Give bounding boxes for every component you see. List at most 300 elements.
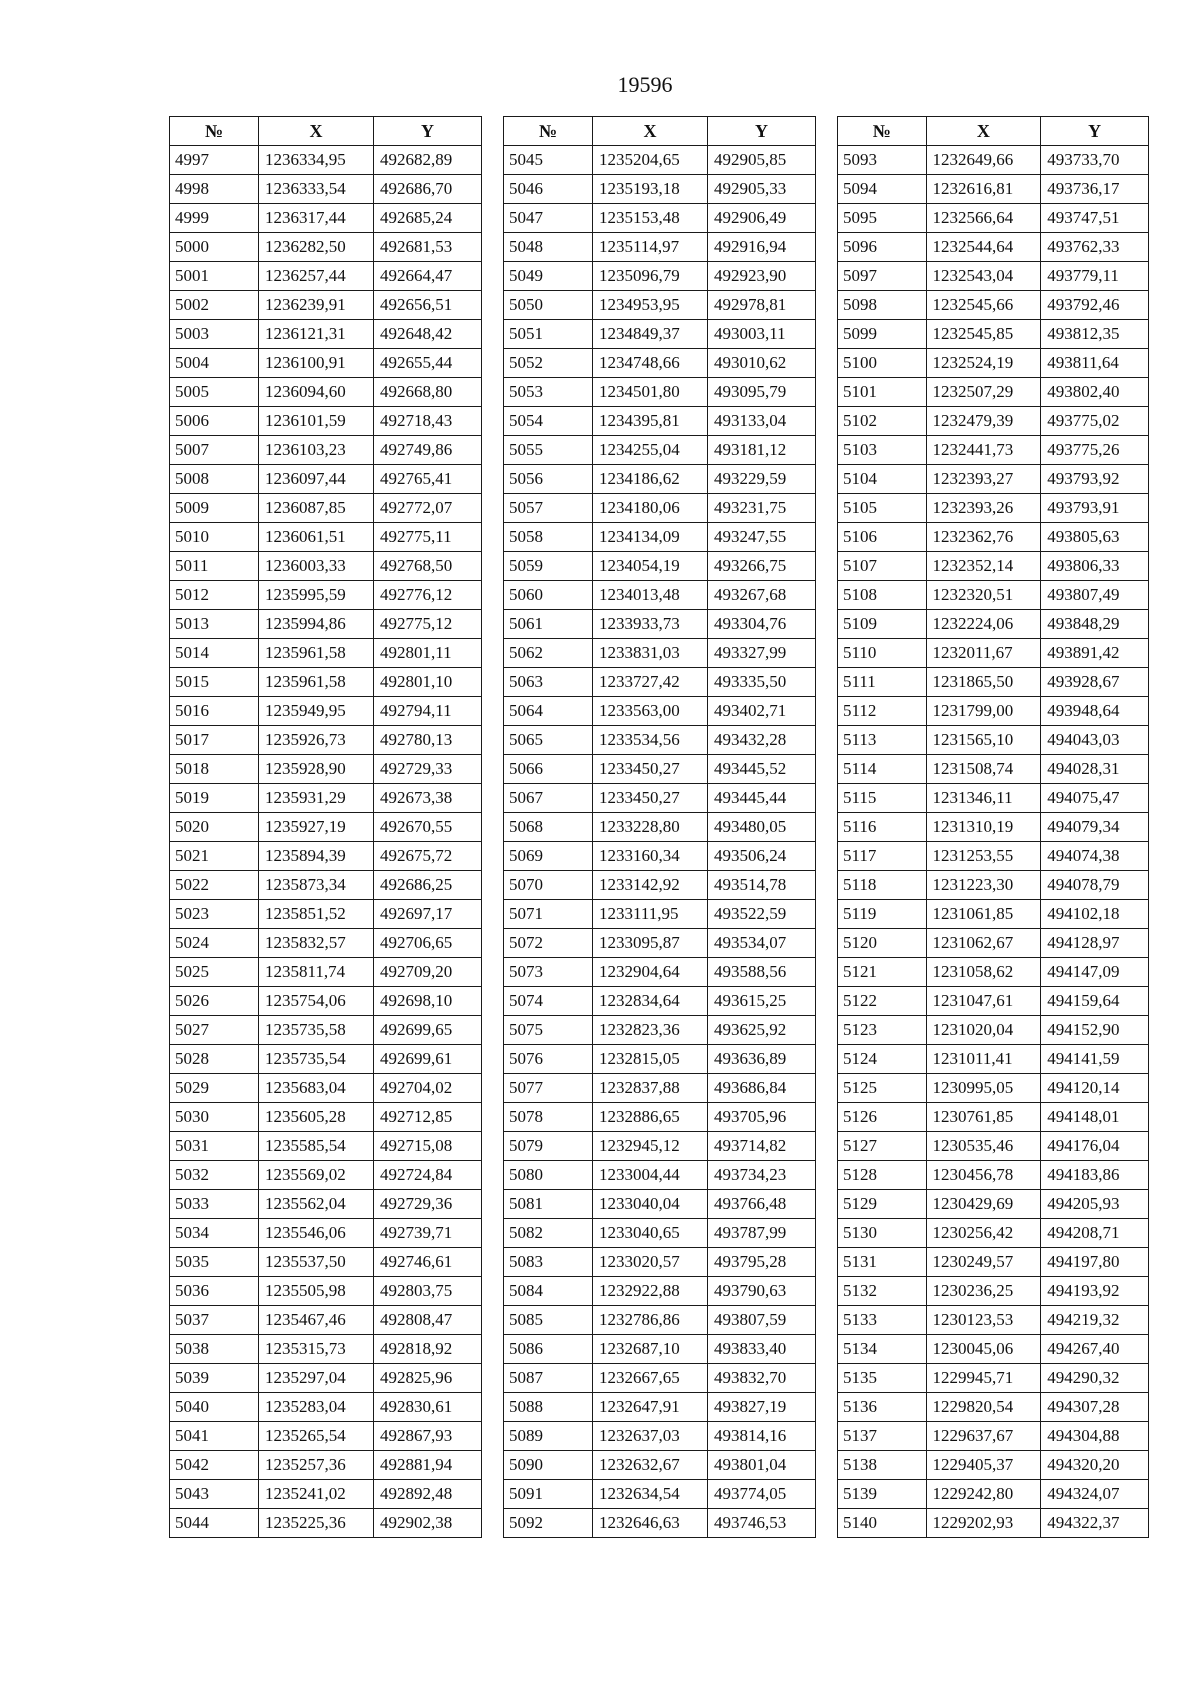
y-coordinate-cell: 493793,92 (1041, 465, 1149, 494)
point-number-cell: 5070 (504, 871, 593, 900)
y-coordinate-cell: 493733,70 (1041, 146, 1149, 175)
x-coordinate-cell: 1235467,46 (259, 1306, 374, 1335)
x-coordinate-cell: 1235505,98 (259, 1277, 374, 1306)
y-coordinate-cell: 493522,59 (708, 900, 816, 929)
point-number-cell: 5051 (504, 320, 593, 349)
table-row (504, 610, 816, 639)
point-number-cell: 5117 (838, 842, 927, 871)
table-row (504, 871, 816, 900)
table-row (170, 900, 482, 929)
point-number-cell: 5006 (170, 407, 259, 436)
x-coordinate-cell: 1232945,12 (593, 1132, 708, 1161)
point-number-cell: 5021 (170, 842, 259, 871)
table-row (838, 465, 1149, 494)
x-coordinate-cell: 1233933,73 (593, 610, 708, 639)
y-coordinate-cell: 494219,32 (1041, 1306, 1149, 1335)
table-row (504, 958, 816, 987)
table-row (504, 1451, 816, 1480)
point-number-cell: 5022 (170, 871, 259, 900)
table-row (170, 581, 482, 610)
y-coordinate-cell: 493445,52 (708, 755, 816, 784)
x-coordinate-cell: 1232479,39 (926, 407, 1041, 436)
y-coordinate-cell: 492780,13 (374, 726, 482, 755)
table-row (170, 958, 482, 987)
y-coordinate-cell: 493229,59 (708, 465, 816, 494)
table-row (504, 1335, 816, 1364)
x-coordinate-cell: 1232441,73 (926, 436, 1041, 465)
y-coordinate-cell: 492881,94 (374, 1451, 482, 1480)
y-coordinate-cell: 492825,96 (374, 1364, 482, 1393)
point-number-cell: 5016 (170, 697, 259, 726)
point-number-cell: 5126 (838, 1103, 927, 1132)
y-coordinate-cell: 494074,38 (1041, 842, 1149, 871)
y-coordinate-cell: 493734,23 (708, 1161, 816, 1190)
y-coordinate-cell: 492698,10 (374, 987, 482, 1016)
point-number-cell: 5027 (170, 1016, 259, 1045)
y-coordinate-cell: 494320,20 (1041, 1451, 1149, 1480)
x-coordinate-cell: 1236097,44 (259, 465, 374, 494)
y-coordinate-cell: 493181,12 (708, 436, 816, 465)
point-number-cell: 5089 (504, 1422, 593, 1451)
y-coordinate-cell: 493812,35 (1041, 320, 1149, 349)
y-coordinate-cell: 492655,44 (374, 349, 482, 378)
y-coordinate-cell: 492768,50 (374, 552, 482, 581)
table-row (838, 610, 1149, 639)
table-row (838, 697, 1149, 726)
x-coordinate-cell: 1236333,54 (259, 175, 374, 204)
x-coordinate-cell: 1231508,74 (926, 755, 1041, 784)
table-row (170, 1451, 482, 1480)
table-row (170, 1103, 482, 1132)
table-row (504, 1132, 816, 1161)
x-coordinate-cell: 1235927,19 (259, 813, 374, 842)
x-coordinate-cell: 1233831,03 (593, 639, 708, 668)
x-coordinate-cell: 1235961,58 (259, 668, 374, 697)
table-row (838, 668, 1149, 697)
table-row (170, 1480, 482, 1509)
x-coordinate-cell: 1236100,91 (259, 349, 374, 378)
point-number-cell: 5031 (170, 1132, 259, 1161)
y-coordinate-cell: 494043,03 (1041, 726, 1149, 755)
y-coordinate-cell: 492818,92 (374, 1335, 482, 1364)
x-coordinate-cell: 1232393,27 (926, 465, 1041, 494)
point-number-cell: 5003 (170, 320, 259, 349)
x-coordinate-cell: 1229820,54 (926, 1393, 1041, 1422)
point-number-cell: 5112 (838, 697, 927, 726)
x-coordinate-cell: 1235931,29 (259, 784, 374, 813)
point-number-cell: 5088 (504, 1393, 593, 1422)
point-number-cell: 5063 (504, 668, 593, 697)
x-coordinate-cell: 1235114,97 (593, 233, 708, 262)
x-coordinate-cell: 1232632,67 (593, 1451, 708, 1480)
y-coordinate-cell: 493247,55 (708, 523, 816, 552)
point-number-cell: 5082 (504, 1219, 593, 1248)
table-row (838, 262, 1149, 291)
y-coordinate-cell: 493805,63 (1041, 523, 1149, 552)
table-row (838, 407, 1149, 436)
table-row (170, 523, 482, 552)
point-number-cell: 5010 (170, 523, 259, 552)
y-coordinate-cell: 492867,93 (374, 1422, 482, 1451)
table-row (504, 378, 816, 407)
table-row (504, 1219, 816, 1248)
y-coordinate-cell: 493801,04 (708, 1451, 816, 1480)
point-number-cell: 5061 (504, 610, 593, 639)
x-coordinate-cell: 1236282,50 (259, 233, 374, 262)
table-row (838, 987, 1149, 1016)
point-number-cell: 5109 (838, 610, 927, 639)
table-row (504, 175, 816, 204)
x-coordinate-cell: 1231865,50 (926, 668, 1041, 697)
table-row (170, 552, 482, 581)
y-coordinate-cell: 494075,47 (1041, 784, 1149, 813)
table-row (838, 291, 1149, 320)
table-row (838, 494, 1149, 523)
table-row (170, 755, 482, 784)
table-row (838, 349, 1149, 378)
x-coordinate-cell: 1231565,10 (926, 726, 1041, 755)
point-number-cell: 5023 (170, 900, 259, 929)
y-coordinate-cell: 492712,85 (374, 1103, 482, 1132)
y-coordinate-cell: 493231,75 (708, 494, 816, 523)
point-number-cell: 5119 (838, 900, 927, 929)
table-row (838, 320, 1149, 349)
x-coordinate-cell: 1232224,06 (926, 610, 1041, 639)
y-coordinate-cell: 494159,64 (1041, 987, 1149, 1016)
table-row (170, 639, 482, 668)
x-coordinate-cell: 1233228,80 (593, 813, 708, 842)
x-coordinate-cell: 1235204,65 (593, 146, 708, 175)
x-coordinate-cell: 1232823,36 (593, 1016, 708, 1045)
table-row (838, 1364, 1149, 1393)
point-number-cell: 4999 (170, 204, 259, 233)
table-row (170, 1509, 482, 1538)
y-coordinate-cell: 493811,64 (1041, 349, 1149, 378)
y-coordinate-cell: 494208,71 (1041, 1219, 1149, 1248)
x-coordinate-cell: 1236239,91 (259, 291, 374, 320)
y-coordinate-cell: 494152,90 (1041, 1016, 1149, 1045)
x-coordinate-cell: 1232320,51 (926, 581, 1041, 610)
point-number-cell: 5113 (838, 726, 927, 755)
y-coordinate-cell: 494193,92 (1041, 1277, 1149, 1306)
point-number-cell: 5102 (838, 407, 927, 436)
point-number-cell: 5073 (504, 958, 593, 987)
y-coordinate-cell: 493432,28 (708, 726, 816, 755)
y-coordinate-cell: 493402,71 (708, 697, 816, 726)
point-number-cell: 5037 (170, 1306, 259, 1335)
table-row (838, 436, 1149, 465)
x-coordinate-cell: 1235283,04 (259, 1393, 374, 1422)
point-number-cell: 5005 (170, 378, 259, 407)
table-row (504, 494, 816, 523)
x-coordinate-cell: 1231058,62 (926, 958, 1041, 987)
x-coordinate-cell: 1236317,44 (259, 204, 374, 233)
y-coordinate-cell: 492772,07 (374, 494, 482, 523)
point-number-cell: 5013 (170, 610, 259, 639)
table-row (838, 784, 1149, 813)
y-coordinate-cell: 492682,89 (374, 146, 482, 175)
x-coordinate-cell: 1232646,63 (593, 1509, 708, 1538)
point-number-cell: 5034 (170, 1219, 259, 1248)
table-row (504, 1277, 816, 1306)
point-number-cell: 5050 (504, 291, 593, 320)
table-row (170, 1045, 482, 1074)
y-coordinate-cell: 492729,33 (374, 755, 482, 784)
point-number-cell: 5125 (838, 1074, 927, 1103)
y-coordinate-cell: 493787,99 (708, 1219, 816, 1248)
table-row (838, 1451, 1149, 1480)
y-coordinate-cell: 493790,63 (708, 1277, 816, 1306)
y-coordinate-cell: 493775,02 (1041, 407, 1149, 436)
point-number-cell: 5099 (838, 320, 927, 349)
y-coordinate-cell: 493832,70 (708, 1364, 816, 1393)
point-number-cell: 5049 (504, 262, 593, 291)
point-number-cell: 5045 (504, 146, 593, 175)
y-coordinate-cell: 493714,82 (708, 1132, 816, 1161)
y-coordinate-cell: 494120,14 (1041, 1074, 1149, 1103)
table-row (504, 291, 816, 320)
table-row (504, 262, 816, 291)
y-coordinate-cell: 493615,25 (708, 987, 816, 1016)
x-coordinate-cell: 1232834,64 (593, 987, 708, 1016)
point-number-cell: 5001 (170, 262, 259, 291)
point-number-cell: 5060 (504, 581, 593, 610)
y-coordinate-cell: 493588,56 (708, 958, 816, 987)
x-coordinate-cell: 1236101,59 (259, 407, 374, 436)
point-number-cell: 5080 (504, 1161, 593, 1190)
point-number-cell: 5039 (170, 1364, 259, 1393)
table-row (170, 726, 482, 755)
x-coordinate-cell: 1229945,71 (926, 1364, 1041, 1393)
table-row (504, 1480, 816, 1509)
x-coordinate-cell: 1236003,33 (259, 552, 374, 581)
column-header-y: Y (374, 117, 482, 146)
x-coordinate-cell: 1236094,60 (259, 378, 374, 407)
table-row (170, 1161, 482, 1190)
table-row (504, 436, 816, 465)
table-row (838, 1393, 1149, 1422)
y-coordinate-cell: 493133,04 (708, 407, 816, 436)
y-coordinate-cell: 492715,08 (374, 1132, 482, 1161)
table-row (170, 610, 482, 639)
table-row (504, 1016, 816, 1045)
y-coordinate-cell: 493792,46 (1041, 291, 1149, 320)
table-row (838, 1132, 1149, 1161)
point-number-cell: 5078 (504, 1103, 593, 1132)
table-row (504, 900, 816, 929)
table-row (838, 1074, 1149, 1103)
point-number-cell: 5098 (838, 291, 927, 320)
y-coordinate-cell: 492668,80 (374, 378, 482, 407)
y-coordinate-cell: 492739,71 (374, 1219, 482, 1248)
point-number-cell: 5055 (504, 436, 593, 465)
y-coordinate-cell: 493779,11 (1041, 262, 1149, 291)
point-number-cell: 5115 (838, 784, 927, 813)
point-number-cell: 5092 (504, 1509, 593, 1538)
table-row (170, 842, 482, 871)
point-number-cell: 5009 (170, 494, 259, 523)
table-row (838, 1045, 1149, 1074)
x-coordinate-cell: 1232545,66 (926, 291, 1041, 320)
y-coordinate-cell: 494183,86 (1041, 1161, 1149, 1190)
table-row (838, 1422, 1149, 1451)
y-coordinate-cell: 493762,33 (1041, 233, 1149, 262)
point-number-cell: 5104 (838, 465, 927, 494)
y-coordinate-cell: 494307,28 (1041, 1393, 1149, 1422)
y-coordinate-cell: 492905,33 (708, 175, 816, 204)
y-coordinate-cell: 493766,48 (708, 1190, 816, 1219)
point-number-cell: 5020 (170, 813, 259, 842)
point-number-cell: 5079 (504, 1132, 593, 1161)
table-row (170, 175, 482, 204)
table-row (170, 813, 482, 842)
point-number-cell: 5029 (170, 1074, 259, 1103)
x-coordinate-cell: 1235537,50 (259, 1248, 374, 1277)
y-coordinate-cell: 493807,59 (708, 1306, 816, 1335)
table-row (170, 1277, 482, 1306)
x-coordinate-cell: 1232649,66 (926, 146, 1041, 175)
x-coordinate-cell: 1235315,73 (259, 1335, 374, 1364)
y-coordinate-cell: 493636,89 (708, 1045, 816, 1074)
table-row (838, 900, 1149, 929)
point-number-cell: 5122 (838, 987, 927, 1016)
point-number-cell: 5131 (838, 1248, 927, 1277)
table-row (838, 175, 1149, 204)
y-coordinate-cell: 493774,05 (708, 1480, 816, 1509)
point-number-cell: 5062 (504, 639, 593, 668)
table-row (504, 639, 816, 668)
y-coordinate-cell: 493746,53 (708, 1509, 816, 1538)
table-row (170, 436, 482, 465)
x-coordinate-cell: 1235683,04 (259, 1074, 374, 1103)
x-coordinate-cell: 1233020,57 (593, 1248, 708, 1277)
point-number-cell: 5032 (170, 1161, 259, 1190)
table-row (170, 1016, 482, 1045)
point-number-cell: 5019 (170, 784, 259, 813)
x-coordinate-cell: 1234054,19 (593, 552, 708, 581)
x-coordinate-cell: 1236061,51 (259, 523, 374, 552)
table-header-row (170, 117, 482, 146)
x-coordinate-cell: 1235153,48 (593, 204, 708, 233)
x-coordinate-cell: 1235995,59 (259, 581, 374, 610)
y-coordinate-cell: 493747,51 (1041, 204, 1149, 233)
x-coordinate-cell: 1232616,81 (926, 175, 1041, 204)
point-number-cell: 5129 (838, 1190, 927, 1219)
y-coordinate-cell: 494304,88 (1041, 1422, 1149, 1451)
x-coordinate-cell: 1230761,85 (926, 1103, 1041, 1132)
table-row (838, 929, 1149, 958)
x-coordinate-cell: 1230995,05 (926, 1074, 1041, 1103)
table-row (170, 407, 482, 436)
x-coordinate-cell: 1233563,00 (593, 697, 708, 726)
point-number-cell: 5090 (504, 1451, 593, 1480)
y-coordinate-cell: 493705,96 (708, 1103, 816, 1132)
y-coordinate-cell: 494290,32 (1041, 1364, 1149, 1393)
table-row (504, 581, 816, 610)
point-number-cell: 5008 (170, 465, 259, 494)
point-number-cell: 5097 (838, 262, 927, 291)
y-coordinate-cell: 493267,68 (708, 581, 816, 610)
x-coordinate-cell: 1235832,57 (259, 929, 374, 958)
table-row (504, 1103, 816, 1132)
x-coordinate-cell: 1232362,76 (926, 523, 1041, 552)
table-row (838, 755, 1149, 784)
y-coordinate-cell: 492902,38 (374, 1509, 482, 1538)
x-coordinate-cell: 1229242,80 (926, 1480, 1041, 1509)
point-number-cell: 5064 (504, 697, 593, 726)
column-header-y: Y (1041, 117, 1149, 146)
x-coordinate-cell: 1232393,26 (926, 494, 1041, 523)
y-coordinate-cell: 494079,34 (1041, 813, 1149, 842)
x-coordinate-cell: 1235265,54 (259, 1422, 374, 1451)
x-coordinate-cell: 1234501,80 (593, 378, 708, 407)
x-coordinate-cell: 1232566,64 (926, 204, 1041, 233)
y-coordinate-cell: 492718,43 (374, 407, 482, 436)
point-number-cell: 5077 (504, 1074, 593, 1103)
point-number-cell: 5011 (170, 552, 259, 581)
table-row (504, 842, 816, 871)
y-coordinate-cell: 493806,33 (1041, 552, 1149, 581)
table-row (838, 1335, 1149, 1364)
table-row (504, 523, 816, 552)
table-row (170, 1190, 482, 1219)
page-number: 19596 (617, 72, 673, 97)
y-coordinate-cell: 494141,59 (1041, 1045, 1149, 1074)
point-number-cell: 5096 (838, 233, 927, 262)
y-coordinate-cell: 492746,61 (374, 1248, 482, 1277)
y-coordinate-cell: 492830,61 (374, 1393, 482, 1422)
x-coordinate-cell: 1233727,42 (593, 668, 708, 697)
point-number-cell: 5087 (504, 1364, 593, 1393)
table-row (170, 1335, 482, 1364)
coordinate-table-2 (503, 116, 816, 1538)
column-header-x: X (926, 117, 1041, 146)
point-number-cell: 5103 (838, 436, 927, 465)
y-coordinate-cell: 494322,37 (1041, 1509, 1149, 1538)
point-number-cell: 5052 (504, 349, 593, 378)
point-number-cell: 5028 (170, 1045, 259, 1074)
table-row (838, 233, 1149, 262)
point-number-cell: 5046 (504, 175, 593, 204)
x-coordinate-cell: 1233160,34 (593, 842, 708, 871)
table-row (504, 1509, 816, 1538)
point-number-cell: 5137 (838, 1422, 927, 1451)
point-number-cell: 5135 (838, 1364, 927, 1393)
table-row (838, 378, 1149, 407)
table-row (170, 1422, 482, 1451)
y-coordinate-cell: 492801,10 (374, 668, 482, 697)
table-row (170, 320, 482, 349)
point-number-cell: 5101 (838, 378, 927, 407)
coordinate-table-1 (169, 116, 482, 1538)
point-number-cell: 5004 (170, 349, 259, 378)
y-coordinate-cell: 492656,51 (374, 291, 482, 320)
x-coordinate-cell: 1233534,56 (593, 726, 708, 755)
x-coordinate-cell: 1229405,37 (926, 1451, 1041, 1480)
table-row (838, 1480, 1149, 1509)
y-coordinate-cell: 492675,72 (374, 842, 482, 871)
point-number-cell: 5015 (170, 668, 259, 697)
x-coordinate-cell: 1236121,31 (259, 320, 374, 349)
column-header-x: X (593, 117, 708, 146)
point-number-cell: 5118 (838, 871, 927, 900)
y-coordinate-cell: 492776,12 (374, 581, 482, 610)
x-coordinate-cell: 1234748,66 (593, 349, 708, 378)
point-number-cell: 5068 (504, 813, 593, 842)
x-coordinate-cell: 1234953,95 (593, 291, 708, 320)
x-coordinate-cell: 1235928,90 (259, 755, 374, 784)
y-coordinate-cell: 493948,64 (1041, 697, 1149, 726)
